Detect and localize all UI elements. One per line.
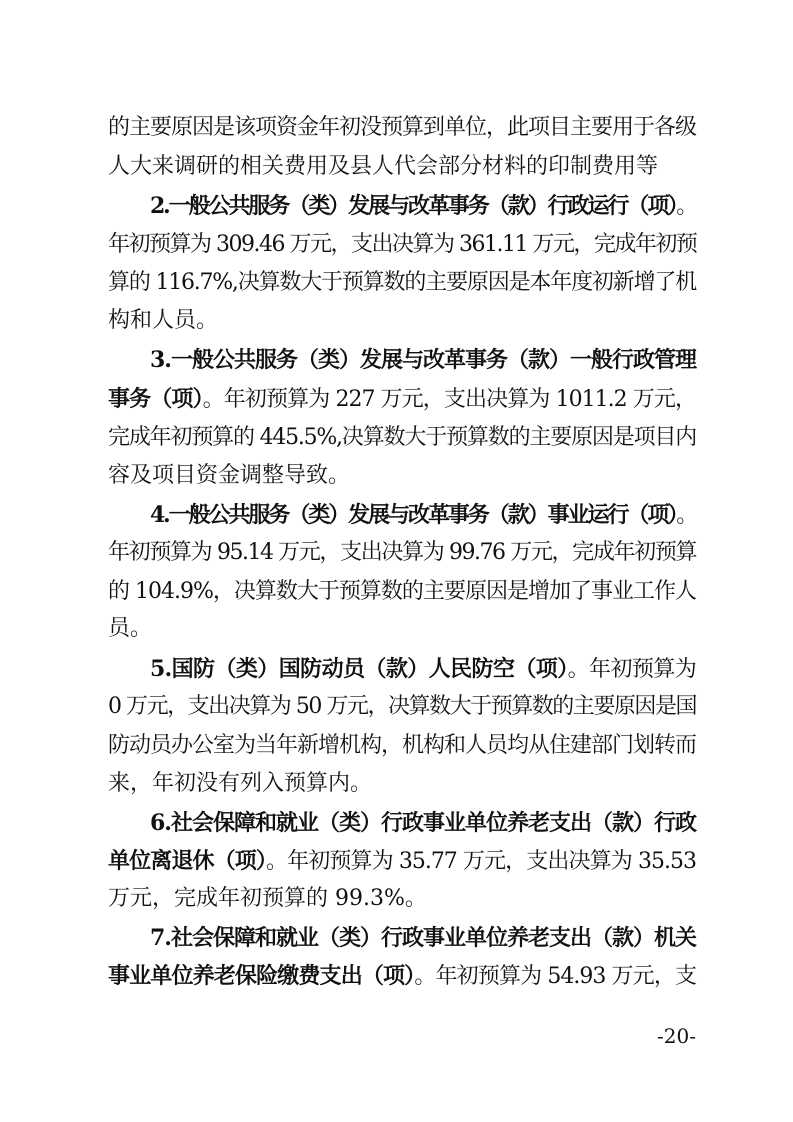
paragraph-heading-line (150, 345, 696, 376)
item-heading: 2.一般公共服务（类）发展与改革事务（款）行政运行（项） (150, 193, 677, 219)
paragraph-heading-line (150, 191, 696, 222)
line-text: 。年初预算为 35.77 万元，支出决算为 35.53 (265, 849, 696, 874)
item-heading: 6.社会保障和就业（类）行政事业单位养老支出（款）行政 (150, 810, 696, 836)
item-heading: 单位离退休（项） (108, 848, 266, 874)
item-heading: 4.一般公共服务（类）发展与改革事务（款）事业运行（项） (150, 502, 677, 528)
line-text: 员。 (108, 616, 153, 641)
line-text: 年初预算为 95.14 万元，支出决算为 99.76 万元，完成年初预算 (108, 540, 696, 565)
paragraph-line (108, 614, 696, 644)
line-text: 人大来调研的相关费用及县人代会部分材料的印制费用等 (108, 154, 659, 179)
line-text: 万元，完成年初预算的 99.3%。 (108, 886, 427, 911)
line-text: 容及项目资金调整导致。 (108, 463, 351, 488)
paragraph-line (108, 461, 696, 491)
line-text: 来，年初没有列入预算内。 (108, 771, 373, 796)
paragraph-line (108, 961, 696, 992)
paragraph-line (108, 577, 696, 607)
paragraph-line (108, 152, 696, 182)
paragraph-line (108, 692, 696, 722)
line-text: 。年初预算为 54.93 万元，支 (414, 964, 696, 989)
item-heading: 3.一般公共服务（类）发展与改革事务（款）一般行政管理 (150, 347, 696, 373)
paragraph-heading-line (150, 808, 696, 839)
paragraph-line (108, 884, 696, 914)
paragraph-line (108, 769, 696, 799)
line-text: 防动员办公室为当年新增机构，机构和人员均从住建部门划转而 (108, 733, 697, 758)
line-text: 构和人员。 (108, 308, 219, 333)
page-number: -20- (657, 1024, 696, 1048)
paragraph-line (108, 846, 696, 877)
line-text: 。 (676, 503, 696, 528)
paragraph-heading-line (150, 923, 696, 954)
line-text: 算的 116.7%,决算数大于预算数的主要原因是本年度初新增了机 (108, 270, 696, 295)
line-text: 年初预算为 309.46 万元，支出决算为 361.11 万元，完成年初预 (108, 232, 697, 257)
line-text: 的 104.9%，决算数大于预算数的主要原因是增加了事业工作人 (108, 579, 696, 604)
paragraph-heading-line (150, 654, 696, 685)
paragraph-line (108, 384, 696, 415)
paragraph-line (108, 230, 696, 260)
line-text: 。年初预算为 (567, 657, 696, 682)
paragraph-line (108, 731, 696, 761)
line-text: 的主要原因是该项资金年初没预算到单位，此项目主要用于各级 (108, 115, 697, 140)
line-text: 完成年初预算的 445.5%,决算数大于预算数的主要原因是项目内 (108, 425, 696, 450)
line-text: 0 万元，支出决算为 50 万元，决算数大于预算数的主要原因是国 (108, 694, 696, 719)
paragraph-line (108, 538, 696, 568)
line-text: 。 (676, 194, 696, 219)
paragraph-heading-line (150, 500, 696, 531)
paragraph-line (108, 268, 696, 298)
item-heading: 事业单位养老保险缴费支出（项） (108, 963, 415, 989)
paragraph-line (108, 306, 696, 336)
line-text: 。年初预算为 227 万元，支出决算为 1011.2 万元， (202, 387, 696, 412)
item-heading: 5.国防（类）国防动员（款）人民防空（项） (150, 656, 568, 682)
item-heading: 7.社会保障和就业（类）行政事业单位养老支出（款）机关 (150, 925, 696, 951)
paragraph-line (108, 423, 696, 453)
paragraph-line (108, 113, 696, 143)
item-heading: 事务（项） (108, 386, 203, 412)
